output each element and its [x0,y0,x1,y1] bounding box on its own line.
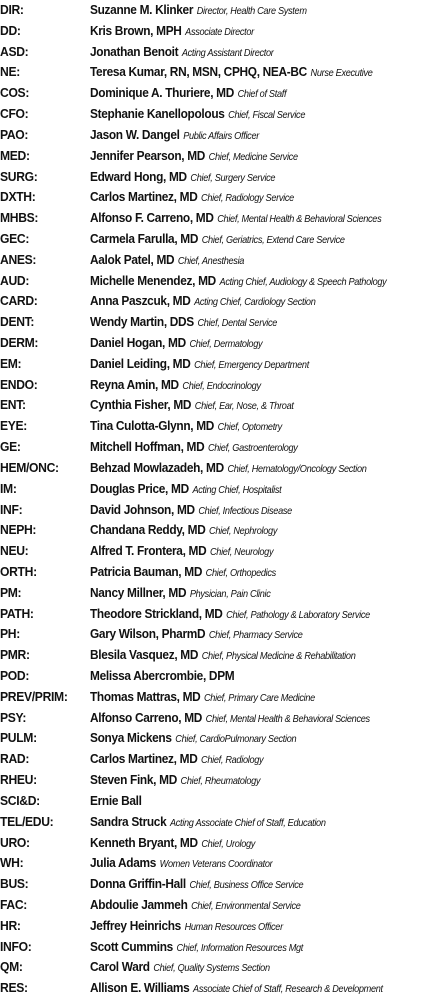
person-name: Sandra Struck [90,813,167,829]
entry-text [90,791,145,812]
department-abbreviation: HR: [0,917,21,933]
person-name: Jeffrey Heinrichs [90,917,181,933]
entry-text [90,333,262,354]
directory-entry [0,208,446,229]
person-title: Acting Assistant Director [181,47,274,59]
person-name: Jonathan Benoit [90,43,179,59]
person-name: Nancy Millner, MD [90,584,187,600]
person-title: Chief, Endocrinology [182,380,261,392]
person-name: Cynthia Fisher, MD [90,397,192,413]
person-name: Thomas Mattras, MD [90,688,201,704]
directory-entry [0,604,446,625]
person-title: Chief, Pharmacy Service [208,630,303,642]
entry-text [90,479,281,500]
department-abbreviation: CARD: [0,293,38,309]
directory-entry [0,791,446,812]
person-title: Chief, Neurology [209,547,274,559]
person-title: Director, Health Care System [196,6,307,17]
person-name: Carlos Martinez, MD [90,189,198,205]
person-name: Patricia Bauman, MD [90,563,203,579]
department-abbreviation: ENT: [0,397,26,413]
entry-text [90,395,294,416]
directory-entry [0,520,446,541]
directory-entry [0,21,446,42]
department-abbreviation: PAO: [0,126,29,142]
person-title: Chief, Emergency Department [194,359,309,371]
directory-entry [0,229,446,250]
person-title: Chief, Dermatology [189,339,263,350]
department-abbreviation: EYE: [0,418,28,434]
person-title: Chief, Gastroenterology [207,443,298,455]
department-abbreviation: GEC: [0,230,30,246]
person-name: Scott Cummins [90,938,173,954]
department-abbreviation: QM: [0,959,23,975]
entry-text [90,208,381,229]
entry-text [90,21,254,42]
directory-entry [0,62,446,83]
directory-entry [0,271,446,292]
directory-entry [0,354,446,375]
department-abbreviation: SURG: [0,168,38,184]
entry-text [90,125,259,146]
department-abbreviation: COS: [0,85,30,101]
person-name: Michelle Menendez, MD [90,272,216,288]
department-abbreviation: RAD: [0,751,30,767]
person-title: Associate Chief of Staff, Research & Development [193,984,383,996]
directory-entry [0,770,446,791]
directory-entry [0,895,446,916]
person-title: Chief, Primary Care Medicine [204,692,315,704]
person-name: Alfonso Carreno, MD [90,709,203,725]
person-title: Chief, Radiology Service [201,193,294,205]
entry-text [90,895,301,916]
department-abbreviation: DENT: [0,314,35,330]
entry-text [90,874,303,895]
entry-text [90,562,276,583]
department-abbreviation: RHEU: [0,772,37,788]
person-name: Douglas Price, MD [90,480,189,496]
entry-text [90,624,303,645]
department-abbreviation: TEL/EDU: [0,813,54,829]
person-name: Alfred T. Frontera, MD [90,543,207,559]
directory-entry [0,125,446,146]
directory-entry [0,395,446,416]
entry-text [90,541,273,562]
directory-entry [0,437,446,458]
person-name: Daniel Hogan, MD [90,335,186,350]
entry-text [90,167,275,188]
directory-entry [0,937,446,958]
person-title: Chief, Mental Health & Behavioral Sciences [217,214,382,226]
directory-entry [0,708,446,729]
person-name: Aalok Patel, MD [90,251,175,267]
directory-entry [0,0,446,21]
department-abbreviation: MED: [0,147,30,163]
directory-entry [0,291,446,312]
directory-entry [0,500,446,521]
entry-text [90,937,303,958]
department-abbreviation: NEU: [0,543,29,559]
person-title: Chief, Physical Medicine & Rehabilitation [201,651,356,663]
person-name: Chandana Reddy, MD [90,522,206,538]
person-title: Acting Chief, Hospitalist [192,484,282,496]
person-name: Donna Griffin-Hall [90,876,186,892]
person-name: Carol Ward [90,959,150,975]
entry-text [90,437,298,458]
directory-entry [0,187,446,208]
person-title: Nurse Executive [310,68,373,80]
department-abbreviation: PM: [0,584,22,600]
department-abbreviation: IM: [0,480,17,496]
person-name: Melissa Abercrombie, DPM [90,668,235,683]
entry-text [90,83,286,104]
person-name: Gary Wilson, PharmD [90,626,206,642]
person-title: Chief, Environmental Service [191,900,301,912]
department-abbreviation: FAC: [0,896,28,912]
directory-entry [0,541,446,562]
entry-text [90,957,270,978]
directory-entry [0,666,446,687]
person-name: Teresa Kumar, RN, MSN, CPHQ, NEA-BC [90,64,307,80]
directory-entry [0,416,446,437]
person-title: Women Veterans Coordinator [159,859,273,871]
entry-text [90,375,261,396]
directory-entry [0,645,446,666]
department-abbreviation: BUS: [0,876,29,892]
directory-entry [0,479,446,500]
entry-text [90,770,260,791]
person-title: Chief, Geriatrics, Extend Care Service [201,234,345,246]
directory-entry [0,104,446,125]
department-abbreviation: POD: [0,668,30,683]
department-abbreviation: INF: [0,501,23,517]
entry-text [90,0,307,21]
person-name: Behzad Mowlazadeh, MD [90,459,224,475]
person-name: Tina Culotta-Glynn, MD [90,418,215,434]
person-name: Steven Fink, MD [90,772,177,788]
person-name: Julia Adams [90,855,157,871]
entry-text [90,271,386,292]
directory-entry [0,312,446,333]
department-abbreviation: DXTH: [0,189,36,205]
person-title: Chief, Quality Systems Section [153,963,270,975]
entry-text [90,583,271,604]
department-abbreviation: GE: [0,439,21,455]
person-name: Sonya Mickens [90,730,172,746]
entry-text [90,62,373,83]
entry-text [90,42,274,63]
department-abbreviation: PSY: [0,709,27,725]
directory-entry [0,583,446,604]
person-title: Acting Chief, Cardiology Section [194,297,316,309]
directory-entry [0,916,446,937]
entry-text [90,812,326,833]
person-title: Chief, Urology [201,838,256,850]
entry-text [90,666,238,687]
person-title: Chief, Mental Health & Behavioral Sciences [205,713,370,725]
department-abbreviation: AUD: [0,272,30,288]
department-abbreviation: URO: [0,834,30,850]
directory-entry [0,167,446,188]
department-abbreviation: NEPH: [0,522,37,538]
entry-text [90,146,298,167]
directory-entry [0,957,446,978]
person-title: Chief, Orthopedics [205,567,276,579]
person-title: Associate Director [185,26,254,38]
entry-text [90,728,296,749]
directory-entry [0,728,446,749]
person-title: Public Affairs Officer [183,130,259,142]
department-abbreviation: MHBS: [0,210,39,226]
entry-text [90,354,309,375]
person-title: Chief, Hematology/Oncology Section [227,463,367,475]
department-abbreviation: INFO: [0,938,32,954]
person-name: Carlos Martinez, MD [90,751,198,767]
person-title: Chief, Rheumatology [180,776,261,788]
entry-text [90,229,345,250]
person-title: Chief, Surgery Service [190,172,276,184]
person-title: Chief, Dental Service [197,318,278,330]
entry-text [90,312,277,333]
directory-entry [0,874,446,895]
department-abbreviation: NE: [0,64,20,80]
entry-text [90,291,316,312]
person-title: Chief, Optometry [217,422,282,434]
person-name: Theodore Strickland, MD [90,605,223,621]
entry-text [90,416,282,437]
entry-text [90,853,272,874]
person-name: Edward Hong, MD [90,168,187,184]
directory-entry [0,250,446,271]
person-name: David Johnson, MD [90,501,195,517]
directory-entry [0,687,446,708]
department-abbreviation: PH: [0,626,20,642]
person-title: Chief, Pathology & Laboratory Service [226,609,370,621]
department-abbreviation: SCI&D: [0,792,40,808]
directory-entry [0,146,446,167]
person-name: Anna Paszcuk, MD [90,293,191,309]
department-abbreviation: ORTH: [0,563,37,579]
directory-entry [0,42,446,63]
department-abbreviation: ANES: [0,251,37,267]
person-name: Blesila Vasquez, MD [90,647,199,663]
person-title: Human Resources Officer [184,921,283,933]
person-name: Abdoulie Jammeh [90,896,188,912]
person-name: Carmela Farulla, MD [90,230,199,246]
person-title: Chief, Nephrology [209,526,278,538]
department-abbreviation: ASD: [0,43,29,59]
entry-text [90,520,277,541]
entry-text [90,500,292,521]
person-name: Kenneth Bryant, MD [90,834,198,850]
entry-text [90,187,294,208]
person-name: Suzanne M. Klinker [90,2,194,17]
person-title: Chief, Information Resources Mgt [176,942,304,954]
person-name: Stephanie Kanellopolous [90,106,225,122]
department-abbreviation: DIR: [0,2,24,17]
entry-text [90,916,283,937]
entry-text [90,645,355,666]
entry-text [90,687,315,708]
person-title: Chief, Ear, Nose, & Throat [194,401,294,413]
entry-text [90,604,370,625]
entry-text [90,104,305,125]
entry-text [90,749,263,770]
person-name: Alfonso F. Carreno, MD [90,210,214,226]
directory-entry [0,833,446,854]
person-name: Wendy Martin, DDS [90,314,194,330]
person-name: Kris Brown, MPH [90,22,182,38]
person-title: Acting Chief, Audiology & Speech Pathology [219,276,387,288]
person-name: Daniel Leiding, MD [90,355,191,371]
directory-entry [0,853,446,874]
person-title: Physician, Pain Clinic [189,588,271,600]
directory-entry [0,562,446,583]
department-abbreviation: PULM: [0,730,37,746]
entry-text [90,708,370,729]
department-abbreviation: PATH: [0,605,34,621]
person-title: Chief, Fiscal Service [228,110,306,122]
person-title: Chief, Medicine Service [208,151,298,163]
person-title: Chief, Radiology [201,755,264,767]
person-title: Chief, Business Office Service [189,880,304,892]
person-name: Jennifer Pearson, MD [90,147,206,163]
person-name: Reyna Amin, MD [90,376,179,392]
department-abbreviation: DERM: [0,335,39,350]
person-name: Ernie Ball [90,792,142,808]
department-abbreviation: CFO: [0,106,29,122]
person-name: Mitchell Hoffman, MD [90,439,205,455]
entry-text [90,250,244,271]
person-title: Chief, Anesthesia [177,255,245,267]
person-title: Acting Associate Chief of Staff, Education [169,817,326,829]
entry-text [90,458,367,479]
directory-entry [0,458,446,479]
entry-text [90,833,255,854]
person-title: Chief, CardioPulmonary Section [175,734,297,746]
person-title: Chief of Staff [237,89,287,101]
department-abbreviation: WH: [0,855,24,871]
department-abbreviation: HEM/ONC: [0,459,59,475]
person-title: Chief, Infectious Disease [198,505,292,517]
directory-entry [0,812,446,833]
person-name: Jason W. Dangel [90,126,180,142]
person-name: Allison E. Williams [90,980,190,996]
directory-entry [0,333,446,354]
department-abbreviation: DD: [0,22,21,38]
person-name: Dominique A. Thuriere, MD [90,85,235,101]
directory-entry [0,978,446,999]
directory-entry [0,624,446,645]
department-abbreviation: EM: [0,355,22,371]
department-abbreviation: PMR: [0,647,30,663]
department-abbreviation: PREV/PRIM: [0,688,68,704]
department-abbreviation: RES: [0,980,28,996]
department-abbreviation: ENDO: [0,376,38,392]
directory-entry [0,749,446,770]
directory-entry [0,375,446,396]
entry-text [90,978,383,999]
directory-entry [0,83,446,104]
